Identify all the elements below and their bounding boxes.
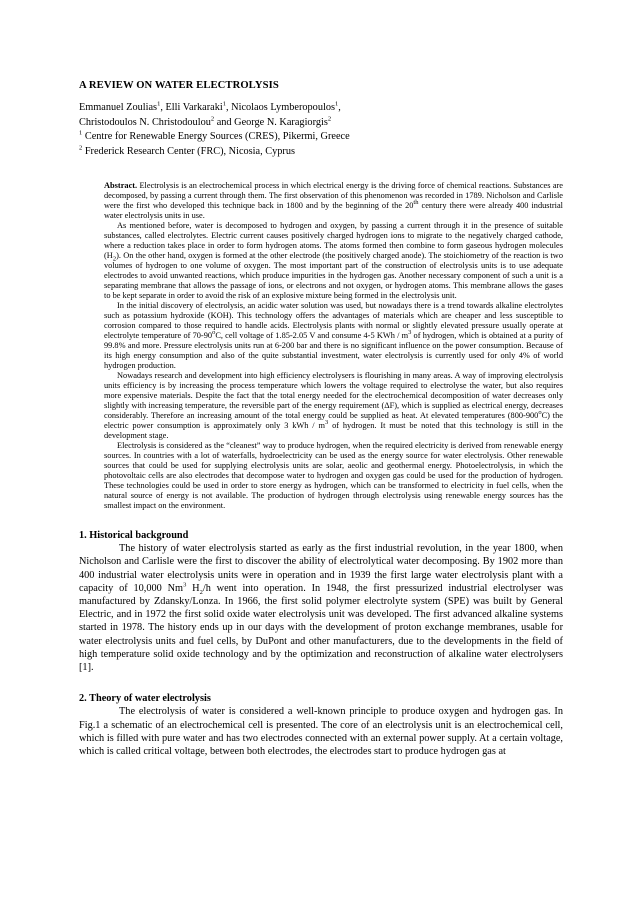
paper-title: A REVIEW ON WATER ELECTROLYSIS: [79, 80, 279, 91]
abstract-text: century there were already 400 industrial water electrolysis units in use.: [104, 201, 563, 220]
author-affil-mark: 1: [157, 100, 161, 108]
section-text: The history of water electrolysis started as early as the first industrial revolution, in the year 1800, when Nicholson and Carlisle were the first to discover the ability of electrolytical water decomposing. By 1902 more than 400 industrial water electrolysis units were in operation and in 1939 the first large water electrolysis plant with a capacity of 10,000 Nm: [79, 543, 563, 594]
author-line-1: [79, 101, 563, 116]
author-affil-mark: 2: [327, 115, 332, 123]
abstract-paragraph-5: Electrolysis is considered as the “cleanest” way to produce hydrogen, when the required electricity is derived from renewable energy sources. In countries with a lot of waterfalls, hydroelectricity can be used as the energy source for water electrolysis. Other renewable sources that could be used for supplying electrolysis units are solar, aeolic and geothermal energy. Photoelectrolysis, in which the photovoltaic cells are also electrodes that decompose water to hydrogen and oxygen gas could be used for the production of hydrogen. These technologies could be used in order to store energy as hydrogen, which can be transformed to electricity in fuel cells, when the natural source of energy is not available. The production of hydrogen through electrolysis using renewable energy sources has the smallest impact on the environment.: [104, 441, 563, 510]
abstract-text: Nowadays research and development into high efficiency electrolysers is flourishing in many areas. A way of improving electrolysis units efficiency is by increasing the process temperature which lowers the voltage required to electrolyse the water, but also requires more expensive materials. Despite the fact that the total energy needed for the electrochemical decomposition of water decreases only slightly with increasing temperature, the reversible part of the energy requirement (ΔF), which is supplied as electrical energy, decreases considerably. Therefore an increasing amount of the total energy could be supplied as heat. At elevated temperatures (800-900: [104, 371, 563, 420]
abstract-paragraph-4: [104, 371, 563, 441]
affiliation-2: [79, 145, 563, 160]
author-affil-mark: 1: [334, 100, 339, 108]
abstract-text: of hydrogen. It must be noted that this technology is still in the development stage.: [104, 421, 563, 440]
superscript: 3: [408, 329, 412, 337]
author-separator: ,: [338, 102, 341, 113]
author-name: Christodoulos N. Christodoulou: [79, 116, 211, 128]
affiliation-text: Centre for Renewable Energy Sources (CRES), Pikermi, Greece: [82, 131, 350, 142]
abstract-paragraph-1: [104, 181, 563, 221]
superscript: o: [538, 409, 542, 417]
section-body: [79, 542, 563, 674]
abstract-text: of hydrogen, which is obtained at a purity of 99.8% and more. Pressure electrolysis units run at 6-200 bar and there is no significant influence on the power consumption. Because of its high energy consumption and also of the quite substantial investment, water electrolysis is currently used for only 4% of world hydrogen production.: [104, 331, 563, 370]
paper-page: [79, 80, 563, 758]
superscript: th: [413, 199, 419, 207]
affiliation-number: 1: [79, 129, 83, 137]
affiliation-1: [79, 130, 563, 145]
section-heading: 1. Historical background: [79, 530, 189, 541]
abstract-text: In the initial discovery of electrolysis, an acidic water solution was used, but nowadays there is a trend towards alkaline electrolytes such as potassium hydroxide (KOH). This technology offers the advantages of materials which are cheaper and less susceptible to corrosion compared to those required to handle acids. Electrolysis plants with normal or slightly elevated pressure usually operate at electrolyte temperature of 70-90: [104, 301, 563, 340]
subscript: 2: [199, 588, 203, 596]
affiliation-text: Frederick Research Center (FRC), Nicosia, Cyprus: [82, 145, 296, 157]
abstract: [104, 181, 563, 511]
abstract-text: As mentioned before, water is decomposed to hydrogen and oxygen, by passing a current through it in the presence of suitable substances, called electrolytes. Electric current causes positively charged hydrogen ions to migrate to the negatively charged cathode, where a reduction takes place in order to form hydrogen atoms. The atoms formed then combine to form gaseous hydrogen molecules (H: [104, 221, 563, 260]
section-heading: 2. Theory of water electrolysis: [79, 693, 211, 705]
abstract-paragraph-2: [104, 221, 563, 301]
abstract-text: ). On the other hand, oxygen is formed at the other electrode (the positively charged anode). The stoichiometry of the reaction is two volumes of hydrogen to one volume of oxygen. The most important part of the construction of electrolysis units is to use adequate electrodes to avoid unwanted reactions, which produce impurities in the hydrogen gas. Another necessary component of such a unit is a separating membrane that allows the passage of ions, or electrons and not oxygen, or hydrogen atoms. This membrane allows the gases to be kept separate in order to avoid the risk of an explosive mixture being formed in the electrolysis unit.: [104, 251, 563, 300]
superscript: 3: [324, 419, 329, 427]
abstract-text: Electrolysis is an electrochemical process in which electrical energy is the driving force of chemical reactions. Substances are decomposed, by passing a current through them. The first observation of this phenomenon was recorded in 1789. Nicholson and Carlisle were the first who developed this technique back in 1800 and by the beginning of the 20: [104, 181, 563, 210]
section-text: /h went into operation. In 1948, the first pressurized industrial electrolyser was manufactured by Zdansky/Lonza. In 1966, the first solid polymer electrolyte system (SPE) was built by General Electric, and in 1972 the first solid oxide water electrolysis unit was developed. The first advanced alkaline systems started in 1978. The history ends up in our days with the development of proton exchange membranes, usable for water electrolysis units and fuel cells, by DuPont and other manufacturers, due to the developments in the field of high temperature solid oxide technology and by the optimization and reconstruction of alkaline water electrolysers [1].: [79, 582, 563, 674]
abstract-paragraph-3: [104, 301, 563, 371]
abstract-text: C) the electric power consumption is approximately only 3 kWh / m: [104, 411, 563, 430]
section-theory: [79, 692, 563, 758]
abstract-label: Abstract.: [104, 181, 138, 190]
author-affil-mark: 1: [222, 100, 227, 108]
superscript: 3: [183, 581, 187, 589]
section-body: The electrolysis of water is considered a well-known principle to produce oxygen and hydrogen gas. In Fig.1 a schematic of an electrochemical cell is presented. The core of an electrolysis unit is an electrochemical cell, which is filled with pure water and has two electrodes connected with an external power supply. At a certain voltage, which is called critical voltage, between both electrodes, the electrodes start to produce hydrogen gas at: [79, 706, 563, 758]
superscript: o: [212, 329, 216, 337]
author-line-2: [79, 116, 563, 131]
section-historical-background: [79, 529, 563, 674]
author-affil-mark: 2: [210, 115, 215, 123]
author-name: , Elli Varkaraki: [160, 102, 223, 113]
abstract-text: C, cell voltage of 1.85-2.05 V and consume 4-5 KWh / m: [215, 331, 409, 340]
author-name: , Nicolaos Lymberopoulos: [226, 102, 335, 113]
affiliation-number: 2: [79, 144, 83, 152]
author-name: Emmanuel Zoulias: [79, 102, 158, 113]
author-name: and George N. Karagiorgis: [214, 116, 328, 128]
subscript: 2: [112, 255, 117, 263]
section-text: H: [186, 582, 200, 594]
